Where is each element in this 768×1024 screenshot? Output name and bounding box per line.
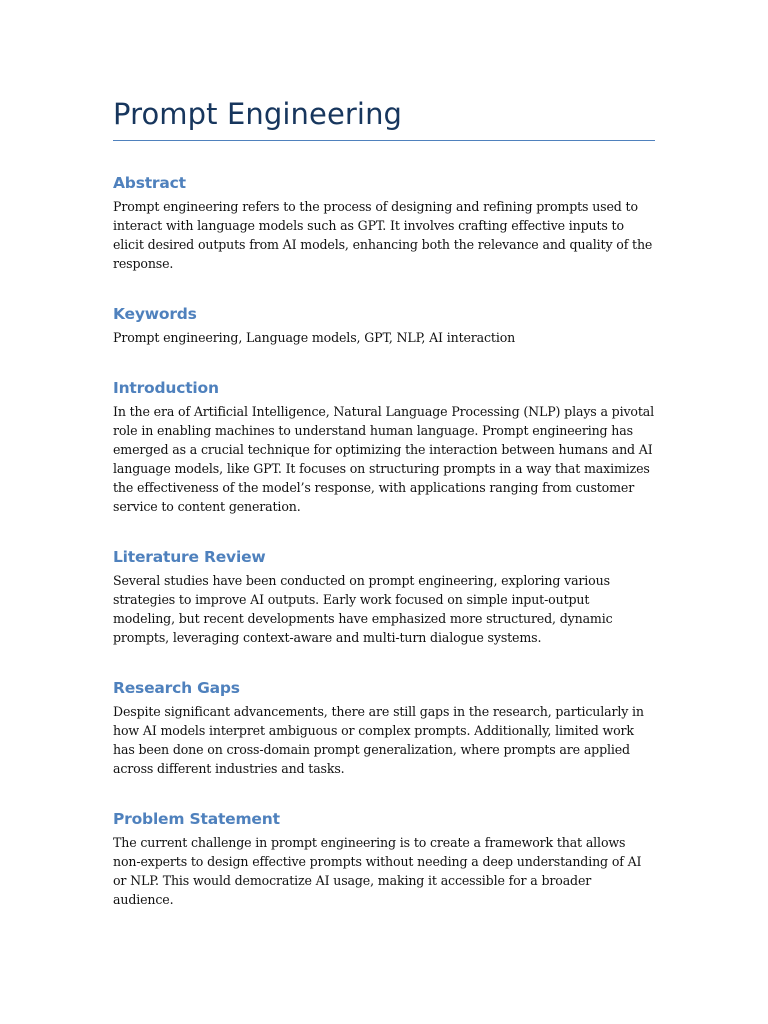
section-body-introduction: In the era of Artificial Intelligence, Natural Language Processing (NLP) plays a pivotal role in enabling machines to understand human language. Prompt engineering has emerged as a crucial technique for optimizing the interaction between humans and AI language models, like GPT. It focuses on structuring prompts in a way that maximizes the effectiveness of the model’s response, with applications ranging from customer service to content generation. — [113, 404, 654, 514]
document-title: Prompt Engineering — [113, 94, 655, 141]
section-heading-abstract: Abstract — [113, 174, 186, 192]
section-abstract — [113, 173, 655, 273]
document-content — [113, 94, 655, 909]
section-heading-problem-statement: Problem Statement — [113, 810, 280, 828]
section-body-abstract: Prompt engineering refers to the process of designing and refining prompts used to interact with language models such as GPT. It involves crafting effective inputs to elicit desired outputs from AI models, enhancing both the relevance and quality of the response. — [113, 199, 653, 271]
section-heading-keywords: Keywords — [113, 305, 197, 323]
section-introduction — [113, 378, 655, 516]
section-body-literature-review: Several studies have been conducted on prompt engineering, exploring various strategies to improve AI outputs. Early work focused on simple input-output modeling, but recent developments have emphasized more structured, dynamic prompts, leveraging context-aware and multi-turn dialogue systems. — [113, 573, 613, 645]
section-heading-introduction: Introduction — [113, 379, 219, 397]
section-body-keywords: Prompt engineering, Language models, GPT, NLP, AI interaction — [113, 330, 516, 345]
section-keywords — [113, 304, 655, 347]
section-literature-review — [113, 547, 655, 647]
section-problem-statement — [113, 809, 655, 909]
section-body-problem-statement: The current challenge in prompt engineering is to create a framework that allows non-experts to design effective prompts without needing a deep understanding of AI or NLP. This would democratize AI usage, making it accessible for a broader audience. — [113, 835, 642, 907]
section-heading-literature-review: Literature Review — [113, 548, 266, 566]
section-heading-research-gaps: Research Gaps — [113, 679, 240, 697]
section-research-gaps — [113, 678, 655, 778]
section-body-research-gaps: Despite significant advancements, there are still gaps in the research, particularly in how AI models interpret ambiguous or complex prompts. Additionally, limited work has been done on cross-domain prompt generalization, where prompts are applied across different industries and tasks. — [113, 704, 644, 776]
